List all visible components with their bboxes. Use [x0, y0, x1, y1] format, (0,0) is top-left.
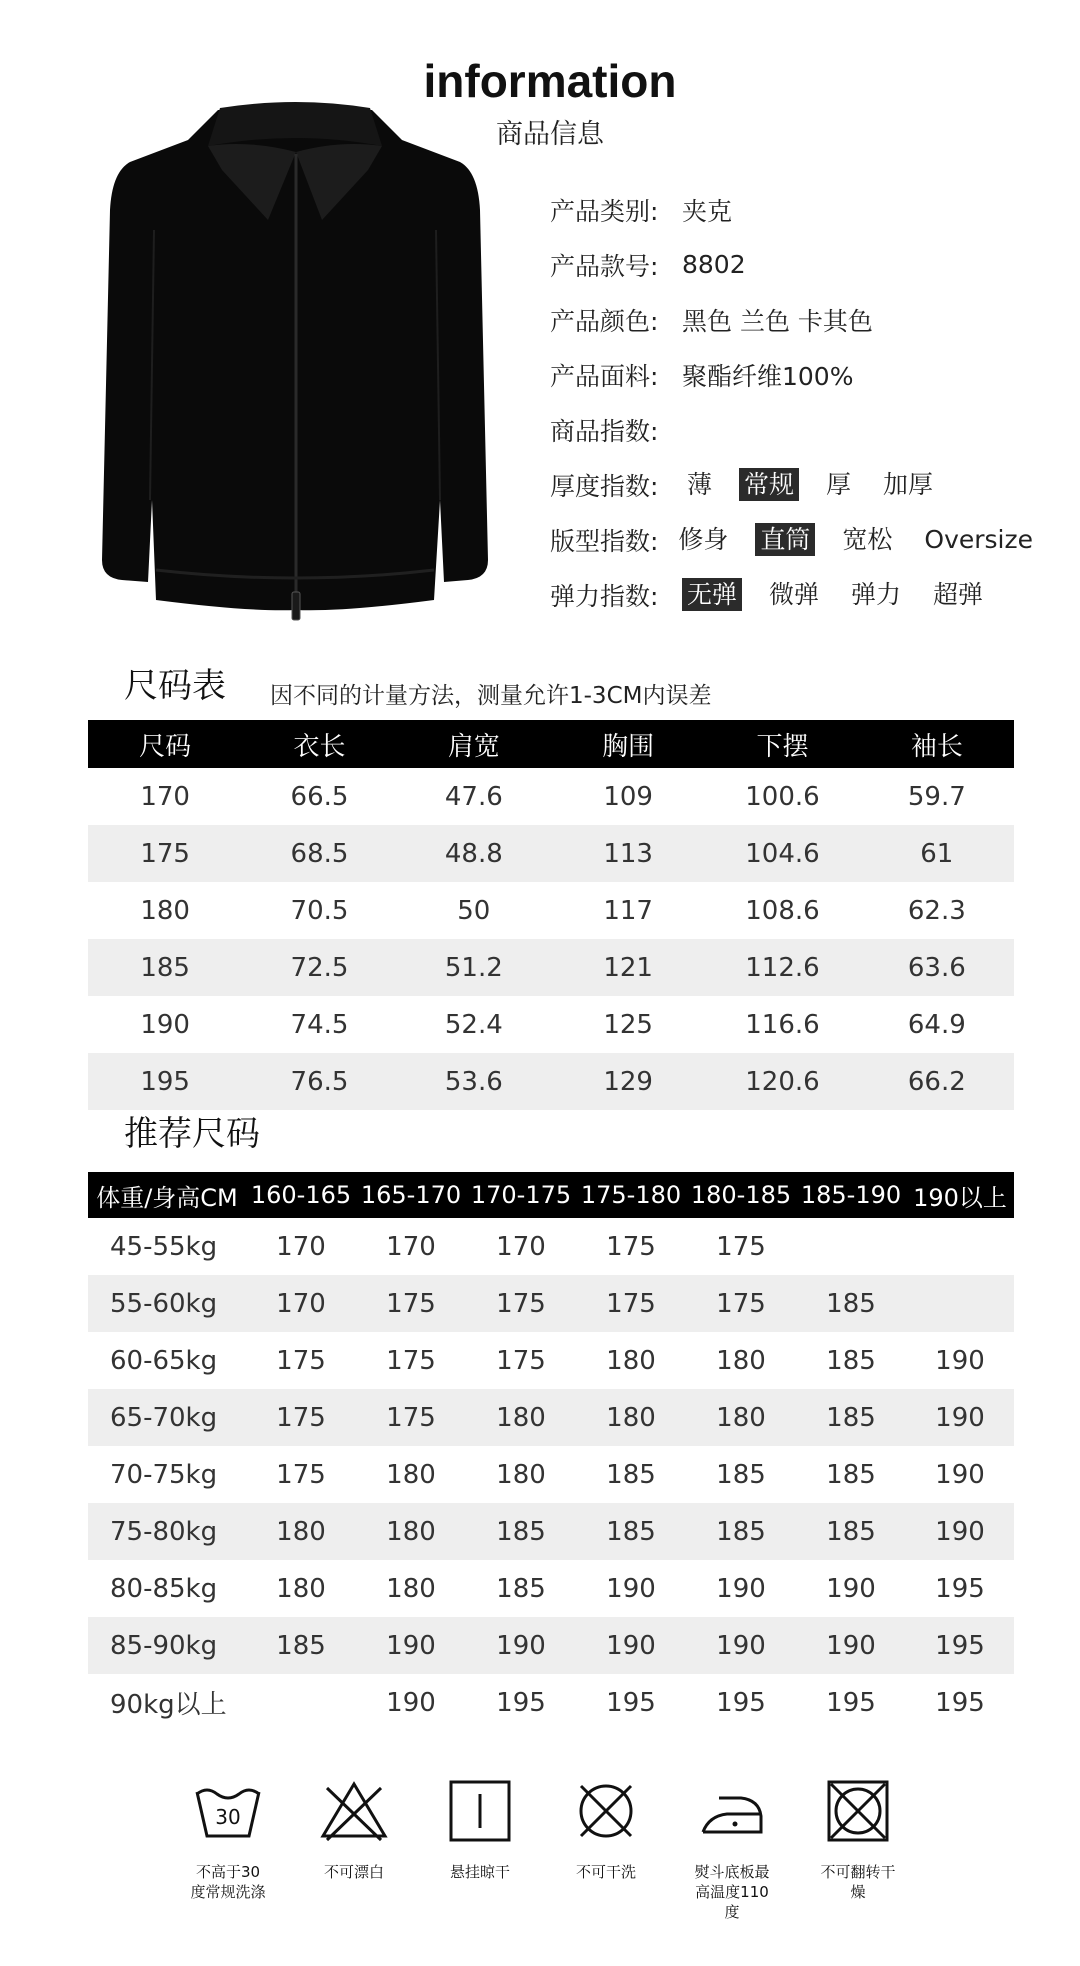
table-cell: 112.6: [705, 939, 859, 996]
table-row: [88, 1053, 1014, 1110]
table-cell: 60-65kg: [110, 1345, 218, 1376]
table-cell: 195: [826, 1687, 876, 1718]
table-row: [88, 1332, 1014, 1389]
table-cell: 180: [576, 1389, 686, 1446]
table-cell: 109: [603, 781, 653, 812]
table-row: [88, 768, 1014, 825]
column-header: 衣长: [242, 720, 396, 768]
table-cell: 61: [860, 825, 1014, 882]
table-cell: 180: [466, 1389, 576, 1446]
index-option: 厚: [826, 469, 852, 499]
info-label: 产品类别:: [550, 196, 659, 226]
table-cell: 190: [935, 1345, 985, 1376]
care-label: 不可翻转干 燥: [820, 1863, 896, 1901]
table-cell: 180: [606, 1345, 656, 1376]
table-row: [88, 1503, 1014, 1560]
care-instructions: [168, 1780, 928, 1960]
table-cell: 53.6: [397, 1053, 551, 1110]
table-cell: 190: [906, 1503, 1014, 1560]
info-row-index: [550, 567, 1060, 622]
table-cell: 55-60kg: [88, 1275, 246, 1332]
table-cell: 170: [140, 781, 190, 812]
table-cell: 104.6: [705, 825, 859, 882]
table-cell: 65-70kg: [88, 1389, 246, 1446]
care-item: [546, 1780, 666, 1882]
info-row-index-heading: [550, 402, 1060, 457]
info-label: 弹力指数:: [550, 581, 659, 611]
index-option: 修身: [678, 524, 729, 554]
table-row: [88, 1674, 1014, 1731]
wash-30-icon: [193, 1780, 263, 1842]
table-cell: 52.4: [444, 1009, 503, 1040]
table-cell: 63.6: [860, 939, 1014, 996]
table-cell: [796, 1218, 906, 1275]
table-cell: 116.6: [745, 1009, 820, 1040]
table-cell: [906, 1275, 1014, 1332]
svg-text:30: 30: [215, 1805, 241, 1829]
info-row-fabric: [550, 347, 1060, 402]
column-header: 165-170: [356, 1172, 466, 1218]
recommend-table: [88, 1172, 1014, 1731]
table-cell: 190: [576, 1617, 686, 1674]
column-header: 185-190: [796, 1172, 906, 1218]
info-row-style-number: [550, 237, 1060, 292]
size-chart-note: 因不同的计量方法，测量允许1-3CM内误差: [270, 683, 712, 709]
info-label: 商品指数:: [550, 416, 659, 446]
column-header: 175-180: [576, 1172, 686, 1218]
table-cell: 129: [551, 1053, 705, 1110]
column-header: 190以上: [906, 1172, 1014, 1218]
table-cell: 190: [906, 1389, 1014, 1446]
table-cell: 108.6: [745, 895, 820, 926]
column-header: 体重/身高CM: [88, 1172, 246, 1218]
hang-dry-icon: [445, 1780, 515, 1842]
table-cell: 66.2: [860, 1053, 1014, 1110]
table-row: [88, 1275, 1014, 1332]
table-cell: 185: [606, 1459, 656, 1490]
table-cell: 195: [88, 1053, 242, 1110]
info-value: 8802: [682, 250, 746, 279]
table-cell: 195: [906, 1617, 1014, 1674]
column-header: 尺码: [88, 720, 242, 768]
table-cell: 185: [826, 1345, 876, 1376]
table-cell: 121: [551, 939, 705, 996]
table-cell: 48.8: [397, 825, 551, 882]
table-cell: 190: [356, 1617, 466, 1674]
table-row: [88, 1446, 1014, 1503]
table-row: [88, 996, 1014, 1053]
info-row-category: [550, 182, 1060, 237]
table-cell: 75-80kg: [88, 1503, 246, 1560]
table-row: [88, 882, 1014, 939]
info-value: 聚酯纤维100%: [682, 361, 854, 391]
size-chart-table: [88, 720, 1014, 1110]
no-tumble-dry-icon: [823, 1780, 893, 1842]
table-cell: 180: [140, 895, 190, 926]
index-option-selected: 无弹: [682, 578, 742, 612]
table-cell: 185: [796, 1503, 906, 1560]
table-cell: 74.5: [290, 1009, 349, 1040]
column-header: 180-185: [686, 1172, 796, 1218]
table-cell: 195: [935, 1687, 985, 1718]
table-cell: 185: [496, 1573, 546, 1604]
table-cell: 100.6: [745, 781, 820, 812]
info-label: 产品颜色:: [550, 306, 659, 336]
table-cell: 180: [716, 1345, 766, 1376]
info-label: 版型指数:: [550, 526, 659, 556]
index-option: 加厚: [883, 469, 934, 499]
table-cell: 175: [686, 1275, 796, 1332]
index-option: 超弹: [933, 579, 984, 609]
table-cell: 125: [603, 1009, 653, 1040]
table-cell: 185: [466, 1503, 576, 1560]
table-cell: 175: [466, 1275, 576, 1332]
column-header: 袖长: [860, 720, 1014, 768]
table-cell: 175: [88, 825, 242, 882]
table-cell: 185: [576, 1503, 686, 1560]
table-row: [88, 1218, 1014, 1275]
table-row: [88, 1617, 1014, 1674]
table-cell: 47.6: [444, 781, 503, 812]
index-option-selected: 直筒: [755, 523, 815, 557]
info-row-colors: [550, 292, 1060, 347]
care-item: [798, 1780, 918, 1902]
table-row: [88, 1389, 1014, 1446]
table-cell: 180: [356, 1503, 466, 1560]
table-row: [88, 825, 1014, 882]
column-header: 160-165: [246, 1172, 356, 1218]
table-cell: 70-75kg: [110, 1459, 218, 1490]
table-row: [88, 939, 1014, 996]
index-option: 宽松: [842, 524, 893, 554]
table-cell: 190: [386, 1687, 436, 1718]
table-cell: 70.5: [290, 895, 349, 926]
table-cell: 51.2: [397, 939, 551, 996]
size-chart-title: 尺码表: [124, 666, 226, 706]
recommend-title: 推荐尺码: [124, 1114, 260, 1154]
info-label: 产品款号:: [550, 251, 659, 281]
table-cell: 185: [88, 939, 242, 996]
table-cell: 190: [466, 1617, 576, 1674]
page-title: information: [423, 55, 677, 107]
table-cell: 190: [606, 1573, 656, 1604]
table-cell: 185: [796, 1389, 906, 1446]
column-header: 肩宽: [397, 720, 551, 768]
product-info: [550, 182, 1060, 622]
table-cell: 175: [356, 1275, 466, 1332]
table-cell: 185: [716, 1459, 766, 1490]
table-cell: 185: [796, 1275, 906, 1332]
care-item: [294, 1780, 414, 1882]
table-cell: 190: [140, 1009, 190, 1040]
table-cell: 170: [496, 1231, 546, 1262]
info-value: 黑色 兰色 卡其色: [682, 306, 873, 336]
table-cell: 90kg以上: [110, 1690, 227, 1720]
table-cell: 185: [246, 1617, 356, 1674]
table-cell: 113: [551, 825, 705, 882]
table-cell: 180: [276, 1573, 326, 1604]
table-cell: 190: [826, 1573, 876, 1604]
table-cell: 64.9: [907, 1009, 966, 1040]
table-cell: [246, 1674, 356, 1731]
care-item: [672, 1780, 792, 1922]
table-cell: 170: [386, 1231, 436, 1262]
table-cell: 175: [606, 1231, 656, 1262]
table-cell: 175: [246, 1389, 356, 1446]
info-row-index: [550, 512, 1060, 567]
care-label: 悬挂晾干: [449, 1863, 510, 1881]
table-cell: 68.5: [242, 825, 396, 882]
table-cell: 185: [826, 1459, 876, 1490]
index-option: Oversize: [924, 524, 1033, 554]
page-subtitle: 商品信息: [496, 119, 604, 150]
table-cell: 195: [606, 1687, 656, 1718]
table-cell: 45-55kg: [110, 1231, 218, 1262]
table-cell: 170: [246, 1275, 356, 1332]
table-cell: 62.3: [907, 895, 966, 926]
info-label: 产品面料:: [550, 361, 659, 391]
table-cell: 185: [686, 1503, 796, 1560]
care-item: [168, 1780, 288, 1902]
table-cell: 180: [386, 1459, 436, 1490]
table-cell: 175: [496, 1345, 546, 1376]
table-cell: 72.5: [242, 939, 396, 996]
no-dry-clean-icon: [571, 1780, 641, 1842]
table-cell: 59.7: [907, 781, 966, 812]
index-option: 弹力: [851, 579, 902, 609]
index-option: 微弹: [769, 579, 820, 609]
table-cell: 175: [576, 1275, 686, 1332]
table-cell: 120.6: [705, 1053, 859, 1110]
table-cell: 175: [276, 1345, 326, 1376]
column-header: 下摆: [705, 720, 859, 768]
table-cell: 170: [276, 1231, 326, 1262]
table-cell: 117: [603, 895, 653, 926]
table-cell: 76.5: [242, 1053, 396, 1110]
table-cell: 175: [356, 1389, 466, 1446]
table-cell: 50: [457, 895, 491, 926]
table-cell: 180: [496, 1459, 546, 1490]
table-cell: 190: [935, 1459, 985, 1490]
no-bleach-icon: [319, 1780, 389, 1842]
table-cell: 195: [716, 1687, 766, 1718]
column-header: 170-175: [466, 1172, 576, 1218]
product-jacket-image: [100, 100, 490, 650]
info-value: 夹克: [682, 196, 733, 226]
table-cell: 190: [686, 1617, 796, 1674]
care-label: 不可干洗: [575, 1863, 636, 1881]
care-label: 不高于30 度常规洗涤: [190, 1863, 266, 1901]
table-cell: 195: [935, 1573, 985, 1604]
table-cell: 180: [686, 1389, 796, 1446]
table-row: [88, 1560, 1014, 1617]
table-cell: 190: [716, 1573, 766, 1604]
table-cell: [906, 1218, 1014, 1275]
care-label: 不可漂白: [323, 1863, 384, 1881]
table-cell: 190: [796, 1617, 906, 1674]
table-cell: 175: [716, 1231, 766, 1262]
iron-110-icon: [697, 1780, 767, 1842]
info-label: 厚度指数:: [550, 471, 659, 501]
care-item: [420, 1780, 540, 1882]
table-cell: 80-85kg: [110, 1573, 218, 1604]
column-header: 胸围: [551, 720, 705, 768]
table-cell: 175: [386, 1345, 436, 1376]
care-label: 熨斗底板最 高温度110 度: [694, 1863, 770, 1921]
info-row-index: [550, 457, 1060, 512]
table-cell: 180: [246, 1503, 356, 1560]
index-option-selected: 常规: [739, 468, 799, 502]
table-cell: 195: [496, 1687, 546, 1718]
table-cell: 66.5: [290, 781, 349, 812]
table-cell: 175: [276, 1459, 326, 1490]
table-cell: 180: [386, 1573, 436, 1604]
index-option: 薄: [687, 469, 713, 499]
table-cell: 85-90kg: [88, 1617, 246, 1674]
